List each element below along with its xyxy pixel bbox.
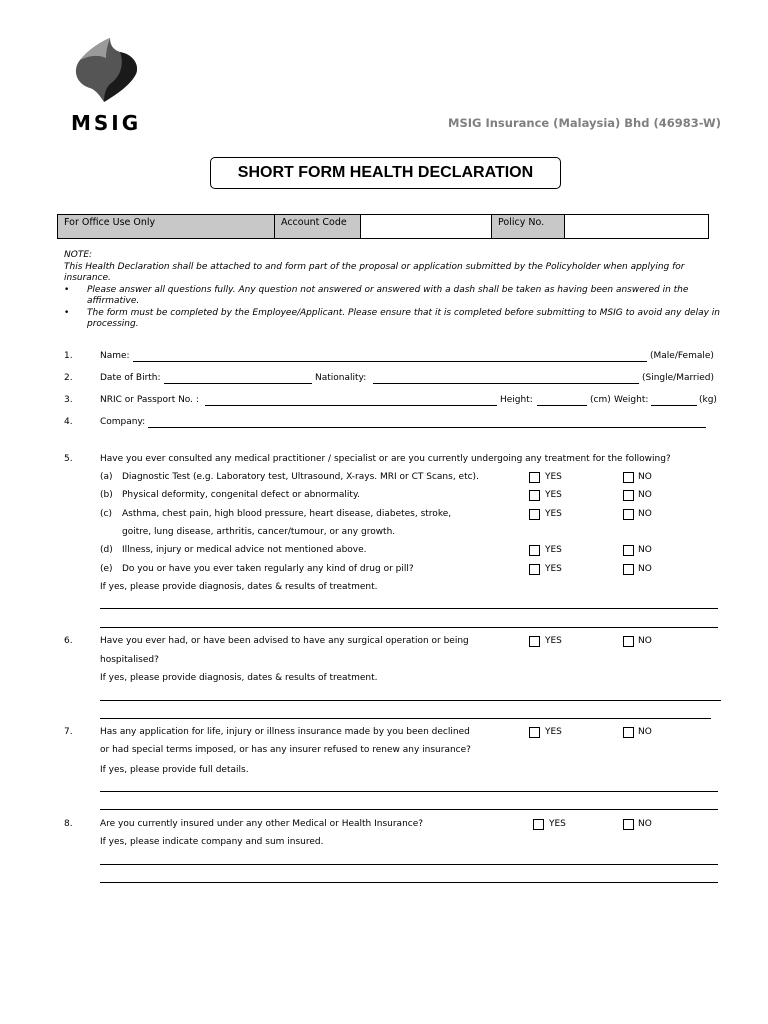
nationality-field[interactable]	[373, 383, 639, 384]
q5-item-letter: (c)	[100, 509, 112, 519]
q5d-yes-checkbox[interactable]	[529, 545, 540, 556]
form-title: SHORT FORM HEALTH DECLARATION	[210, 157, 561, 189]
company-name: MSIG Insurance (Malaysia) Bhd (46983-W)	[448, 116, 721, 130]
nric-field[interactable]	[205, 405, 497, 406]
q5-item-letter: (e)	[100, 564, 113, 574]
q8-yes-checkbox[interactable]	[533, 819, 544, 830]
q5-item-text: Do you or have you ever taken regularly any kind of drug or pill?	[122, 564, 414, 574]
q5-question: Have you ever consulted any medical practitioner / specialist or are you currently undergoing any treatment for the following?	[100, 454, 671, 464]
q5-item-text: Diagnostic Test (e.g. Laboratory test, Ultrasound, X-rays. MRI or CT Scans, etc).	[122, 472, 479, 482]
q8-question: Are you currently insured under any other Medical or Health Insurance?	[100, 819, 424, 829]
q5a-yes-checkbox[interactable]	[529, 472, 540, 483]
q8-number: 8.	[64, 819, 73, 829]
account-code-field[interactable]	[361, 215, 492, 239]
q2-number: 2.	[64, 373, 73, 383]
height-field[interactable]	[537, 405, 587, 406]
q6-answer-line[interactable]	[100, 718, 711, 719]
q5e-no-checkbox[interactable]	[623, 564, 634, 575]
office-use-label: For Office Use Only	[58, 215, 275, 239]
weight-label: Weight:	[614, 395, 649, 405]
q1-number: 1.	[64, 351, 73, 361]
q5-item-text: Physical deformity, congenital defect or abnormality.	[122, 490, 360, 500]
no-label: NO	[638, 509, 652, 519]
q5a-no-checkbox[interactable]	[623, 472, 634, 483]
yes-label: YES	[545, 509, 562, 519]
name-field[interactable]	[133, 361, 647, 362]
company-field[interactable]	[148, 427, 706, 428]
note-bullet: • The form must be completed by the Employee/Applicant. Please ensure that it is completed before submitting to MSIG to avoid any delay in processing.	[64, 308, 729, 331]
note-section	[64, 250, 729, 331]
note-heading: NOTE:	[64, 250, 93, 260]
q6-no-checkbox[interactable]	[623, 636, 634, 647]
q5-item-text: Asthma, chest pain, high blood pressure, heart disease, diabetes, stroke,	[122, 509, 452, 519]
q8-answer-line[interactable]	[100, 882, 718, 883]
q5-answer-line[interactable]	[100, 627, 718, 628]
policy-no-label: Policy No.	[492, 215, 565, 239]
msig-logo-icon	[70, 36, 140, 106]
q7-number: 7.	[64, 727, 73, 737]
q5-item-letter: (d)	[100, 545, 113, 555]
height-label: Height:	[500, 395, 533, 405]
q5b-no-checkbox[interactable]	[623, 490, 634, 501]
nationality-label: Nationality:	[315, 373, 367, 383]
yes-label: YES	[545, 564, 562, 574]
gender-options: (Male/Female)	[650, 351, 714, 361]
q5-item-letter: (b)	[100, 490, 113, 500]
dob-label: Date of Birth:	[100, 373, 161, 383]
q6-question: Have you ever had, or have been advised to have any surgical operation or being	[100, 636, 469, 646]
q7-no-checkbox[interactable]	[623, 727, 634, 738]
q5e-yes-checkbox[interactable]	[529, 564, 540, 575]
q5-followup: If yes, please provide diagnosis, dates & results of treatment.	[100, 582, 378, 592]
q1-label: Name:	[100, 351, 130, 361]
note-text: This Health Declaration shall be attached to and form part of the proposal or application submitted by the Policyholder when applying for insurance.	[64, 261, 685, 283]
q7-answer-line[interactable]	[100, 791, 718, 792]
no-label: NO	[638, 490, 652, 500]
q8-no-checkbox[interactable]	[623, 819, 634, 830]
q5-answer-line[interactable]	[100, 608, 718, 609]
q6-number: 6.	[64, 636, 73, 646]
yes-label: YES	[545, 472, 562, 482]
kg-unit: (kg)	[699, 395, 717, 405]
yes-label: YES	[545, 490, 562, 500]
no-label: NO	[638, 636, 652, 646]
policy-no-field[interactable]	[565, 215, 709, 239]
yes-label: YES	[545, 545, 562, 555]
q4-number: 4.	[64, 417, 73, 427]
nric-label: NRIC or Passport No. :	[100, 395, 199, 405]
q3-number: 3.	[64, 395, 73, 405]
q6-yes-checkbox[interactable]	[529, 636, 540, 647]
q6-question-continued: hospitalised?	[100, 655, 159, 665]
q7-followup: If yes, please provide full details.	[100, 765, 249, 775]
q7-question-continued: or had special terms imposed, or has any insurer refused to renew any insurance?	[100, 745, 471, 755]
brand-wordmark: MSIG	[71, 111, 142, 135]
q5d-no-checkbox[interactable]	[623, 545, 634, 556]
marital-options: (Single/Married)	[642, 373, 714, 383]
q8-answer-line[interactable]	[100, 864, 718, 865]
no-label: NO	[638, 545, 652, 555]
q5-item-text: Illness, injury or medical advice not mentioned above.	[122, 545, 367, 555]
yes-label: YES	[549, 819, 566, 829]
no-label: NO	[638, 819, 652, 829]
q6-answer-line[interactable]	[100, 700, 721, 701]
account-code-label: Account Code	[275, 215, 361, 239]
q7-question: Has any application for life, injury or illness insurance made by you been declined	[100, 727, 470, 737]
q8-followup: If yes, please indicate company and sum insured.	[100, 837, 324, 847]
office-use-table	[57, 214, 709, 239]
no-label: NO	[638, 472, 652, 482]
q7-yes-checkbox[interactable]	[529, 727, 540, 738]
dob-field[interactable]	[164, 383, 312, 384]
company-label: Company:	[100, 417, 146, 427]
q5-item-letter: (a)	[100, 472, 113, 482]
q5b-yes-checkbox[interactable]	[529, 490, 540, 501]
weight-field[interactable]	[651, 405, 697, 406]
q5c-yes-checkbox[interactable]	[529, 509, 540, 520]
q5c-no-checkbox[interactable]	[623, 509, 634, 520]
cm-unit: (cm)	[590, 395, 611, 405]
no-label: NO	[638, 727, 652, 737]
q5-item-text-continued: goitre, lung disease, arthritis, cancer/tumour, or any growth.	[122, 527, 396, 537]
yes-label: YES	[545, 727, 562, 737]
yes-label: YES	[545, 636, 562, 646]
note-bullet: • Please answer all questions fully. Any question not answered or answered with a dash shall be taken as having been answered in the affirmative.	[64, 285, 729, 308]
q5-number: 5.	[64, 454, 73, 464]
q6-followup: If yes, please provide diagnosis, dates & results of treatment.	[100, 673, 378, 683]
q7-answer-line[interactable]	[100, 809, 718, 810]
no-label: NO	[638, 564, 652, 574]
